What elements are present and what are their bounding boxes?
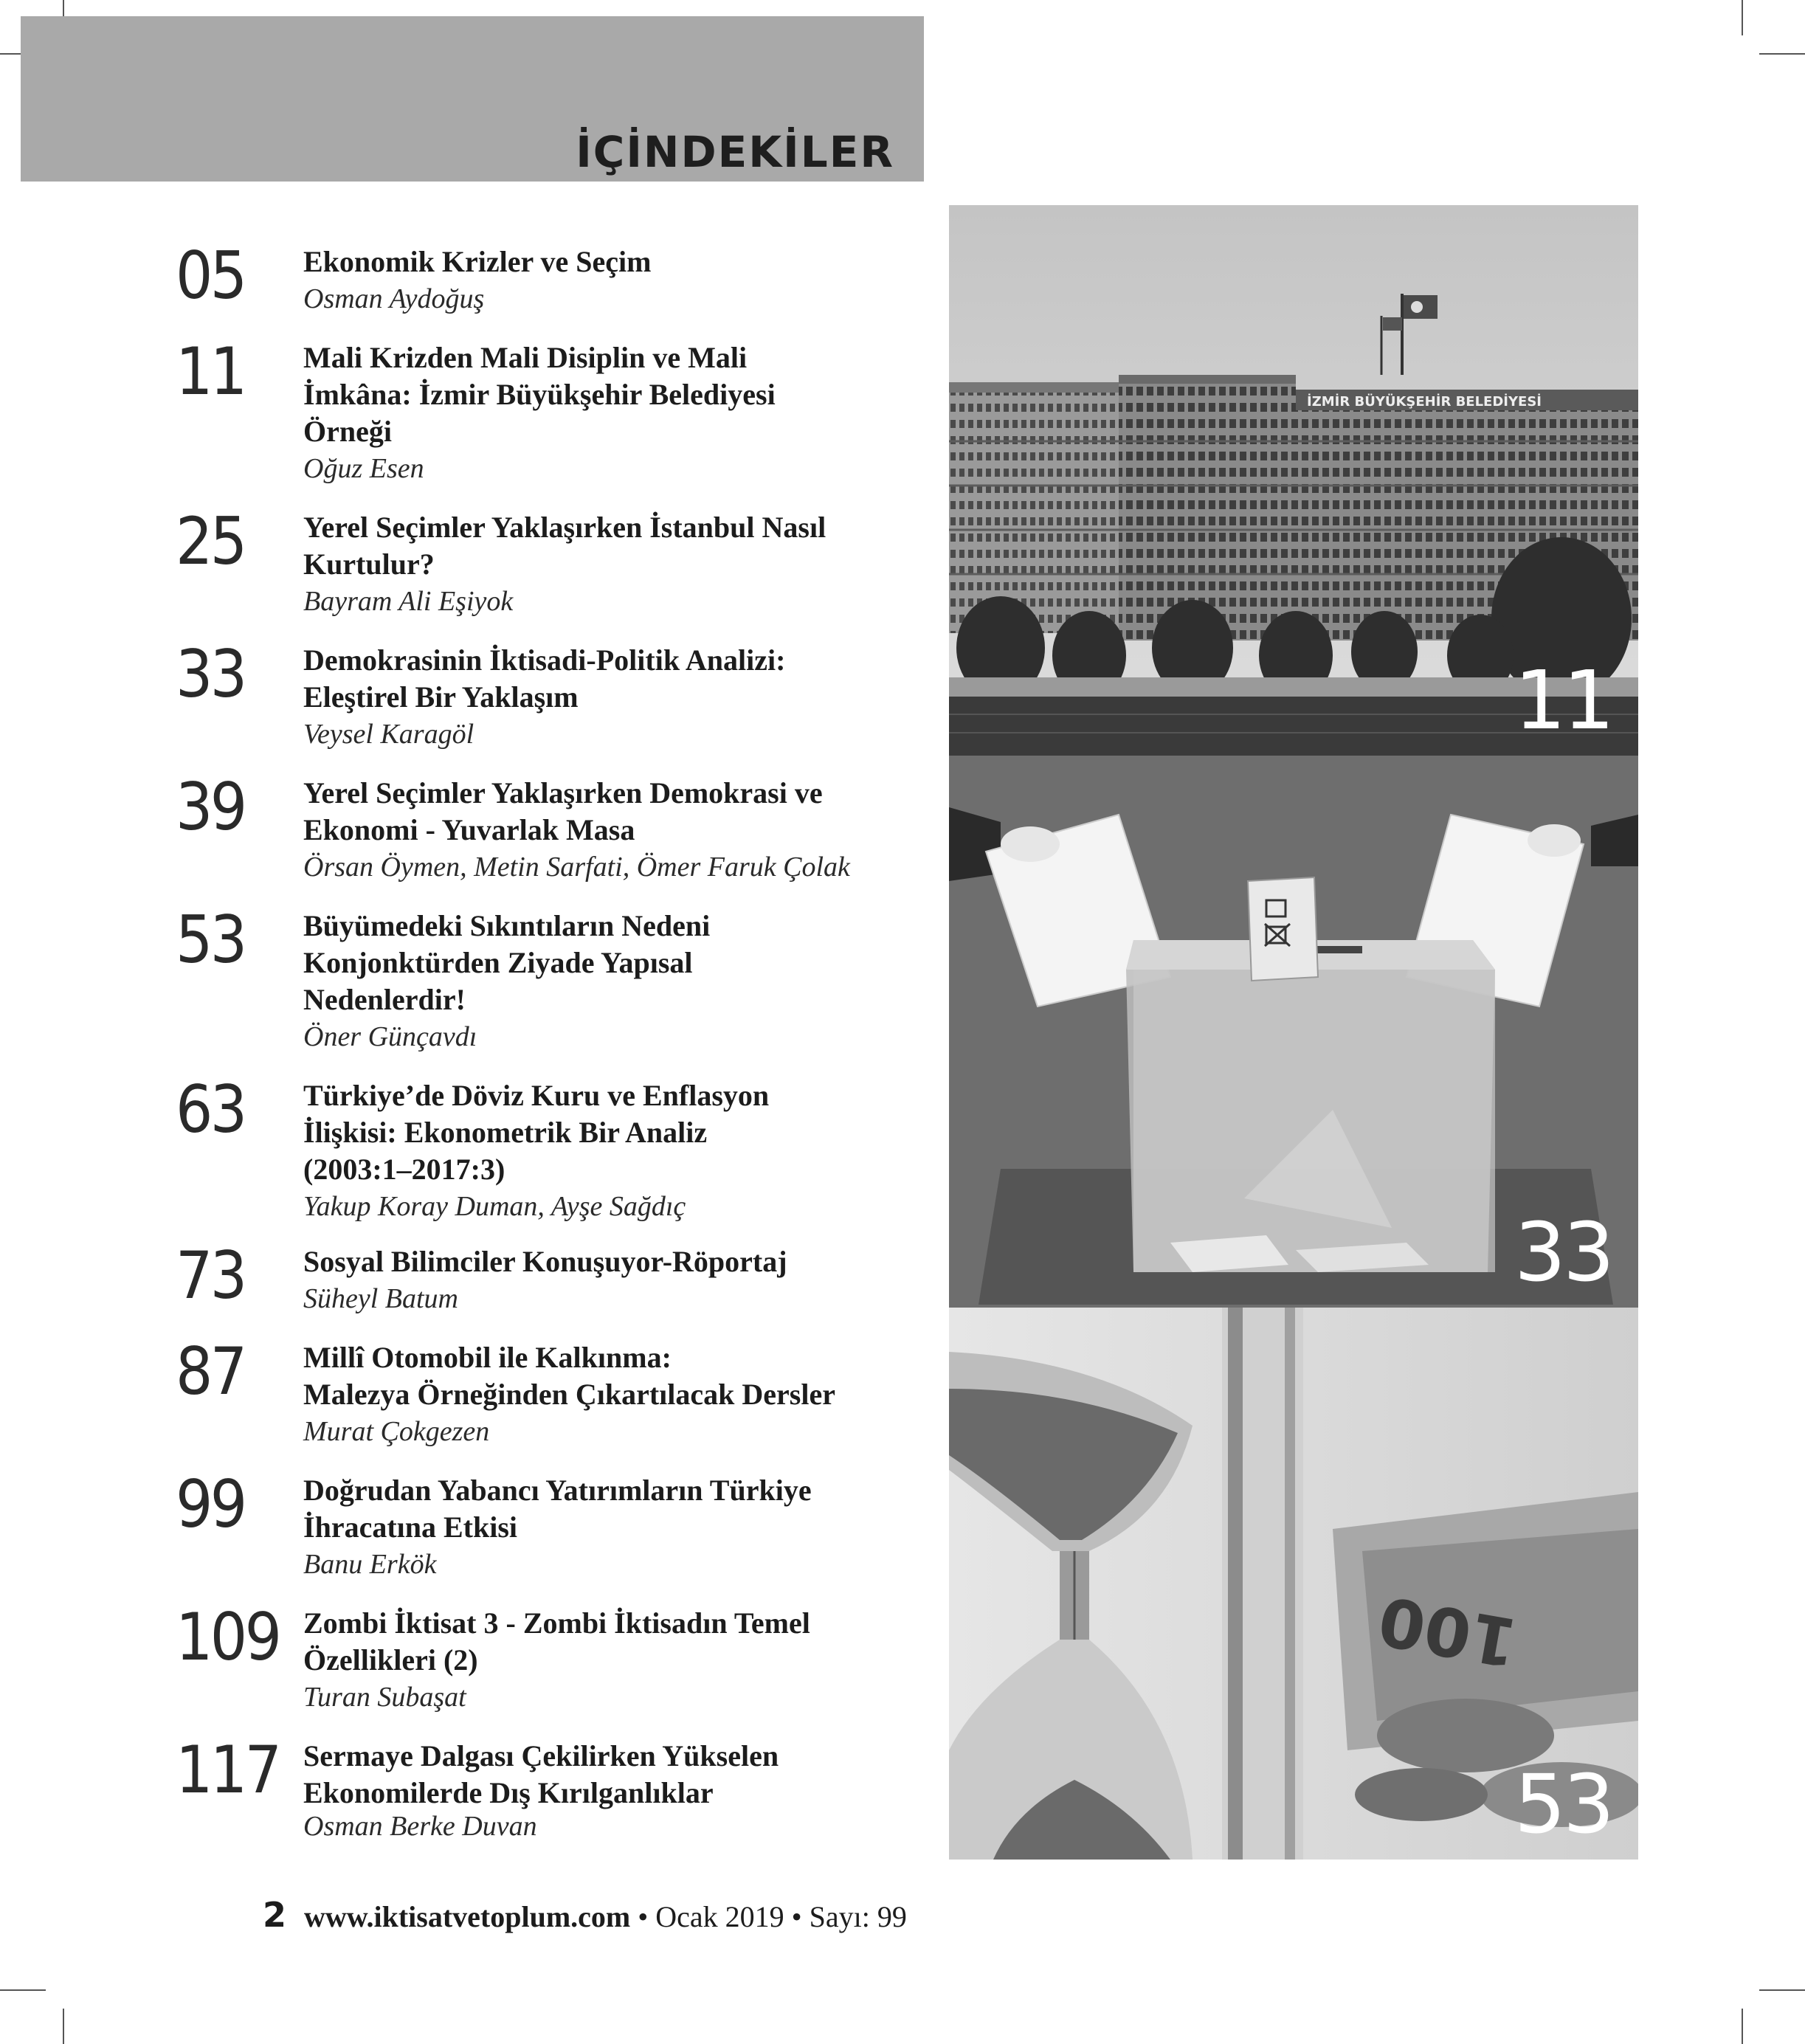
toc-page-number: 99 [176,1466,245,1542]
toc-title-line: Ekonomi - Yuvarlak Masa [303,813,635,846]
page-footer [263,1895,907,1935]
toc-title-line: İhracatına Etkisi [303,1510,518,1544]
toc-author: Turan Subaşat [303,1682,466,1713]
toc-title-line: Türkiye’de Döviz Kuru ve Enflasyon [303,1079,770,1112]
toc-title-line: Eleştirel Bir Yaklaşım [303,680,579,714]
toc-page-number: 39 [176,769,245,845]
building-sign: İZMİR BÜYÜKŞEHİR BELEDİYESİ [1307,394,1542,410]
toc-title [303,1605,938,1716]
crop-mark [1742,0,1743,35]
toc-title [303,642,938,753]
toc-page-number: 63 [176,1071,245,1147]
toc-author: Osman Aydoğuş [303,283,485,314]
footer-separator: • [638,1900,649,1933]
crop-mark [0,1989,46,1991]
photo-ballot-box [949,756,1638,1308]
toc-author: Oğuz Esen [303,453,424,484]
toc-author: Murat Çokgezen [303,1416,490,1447]
crop-mark [1742,2009,1743,2044]
toc-title-line: Sermaye Dalgası Çekilirken Yükselen [303,1739,779,1772]
toc-title-line: Özellikleri (2) [303,1643,478,1677]
crop-mark [1759,1989,1805,1991]
toc-title-line: Sosyal Bilimciler Konuşuyor-Röportaj [303,1245,787,1278]
toc-page-number: 05 [176,238,245,314]
toc-author: Veysel Karagöl [303,719,474,750]
toc-title [303,1472,938,1583]
photo-page-label: 33 [1514,1205,1612,1299]
footer-separator: • [791,1900,802,1933]
toc-title-line: Demokrasinin İktisadi-Politik Analizi: [303,643,786,677]
toc-title [303,775,938,885]
toc-title-line: Yerel Seçimler Yaklaşırken İstanbul Nasıl [303,511,826,544]
toc-title-line: Nedenlerdir! [303,983,466,1016]
toc-title-line: Büyümedeki Sıkıntıların Nedeni [303,909,711,942]
toc-title-line: Millî Otomobil ile Kalkınma: [303,1341,672,1374]
toc-page-number: 109 [176,1599,280,1675]
toc-title [303,244,938,317]
toc-author: Bayram Ali Eşiyok [303,586,514,617]
toc-page-number: 33 [176,636,245,712]
footer-date: Ocak 2019 [655,1900,784,1933]
toc-title [303,509,938,620]
toc-title-line: İmkâna: İzmir Büyükşehir Belediyesi [303,378,776,411]
photo-building [949,205,1638,756]
toc-page-number: 11 [176,334,245,410]
toc-title [303,1243,938,1317]
toc-title-line: Yerel Seçimler Yaklaşırken Demokrasi ve [303,776,823,809]
toc-title-line: (2003:1–2017:3) [303,1153,505,1186]
toc-page-number: 25 [176,503,245,579]
toc-page-number: 117 [176,1732,280,1808]
photo-page-label: 53 [1514,1757,1612,1851]
footer-website-link[interactable]: www.iktisatvetoplum.com [304,1900,631,1933]
toc-title [303,908,938,1055]
crop-mark [63,2009,64,2044]
toc-title-line: Konjonktürden Ziyade Yapısal [303,946,693,979]
toc-page-number: 73 [176,1237,245,1313]
toc-title-line: Mali Krizden Mali Disiplin ve Mali [303,341,748,374]
toc-author: Öner Günçavdı [303,1021,477,1052]
table-of-contents [0,0,945,1860]
toc-title [303,1339,938,1450]
toc-title-line: Ekonomik Krizler ve Seçim [303,245,652,278]
toc-title-line: Malezya Örneğinden Çıkartılacak Dersler [303,1378,835,1411]
toc-author: Yakup Koray Duman, Ayşe Sağdıç [303,1191,686,1222]
toc-title [303,1077,938,1225]
page-title: İÇİNDEKİLER [576,127,894,177]
photo-page-label: 11 [1514,653,1612,747]
crop-mark [1759,53,1805,55]
toc-author: Örsan Öymen, Metin Sarfati, Ömer Faruk Çolak [303,852,850,883]
banknote-text: 100 [1373,1581,1523,1682]
footer-issue: Sayı: 99 [809,1900,907,1933]
toc-title-line: Zombi İktisat 3 - Zombi İktisadın Temel [303,1606,810,1640]
toc-title [303,339,938,487]
toc-author: Banu Erkök [303,1549,437,1580]
toc-title-line: Örneği [303,415,392,448]
toc-title-line: Doğrudan Yabancı Yatırımların Türkiye [303,1474,812,1507]
toc-author: Süheyl Batum [303,1283,459,1314]
toc-page-number: 53 [176,902,245,978]
toc-page-number: 87 [176,1333,245,1409]
photo-hourglass-money [949,1308,1638,1860]
toc-title-line: Kurtulur? [303,548,435,581]
toc-title-line: Ekonomilerde Dış Kırılganlıklar [303,1776,714,1809]
footer-page-number: 2 [263,1895,287,1935]
toc-author: Osman Berke Duvan [303,1811,537,1842]
toc-title [303,1738,938,1841]
toc-title-line: İlişkisi: Ekonometrik Bir Analiz [303,1116,708,1149]
